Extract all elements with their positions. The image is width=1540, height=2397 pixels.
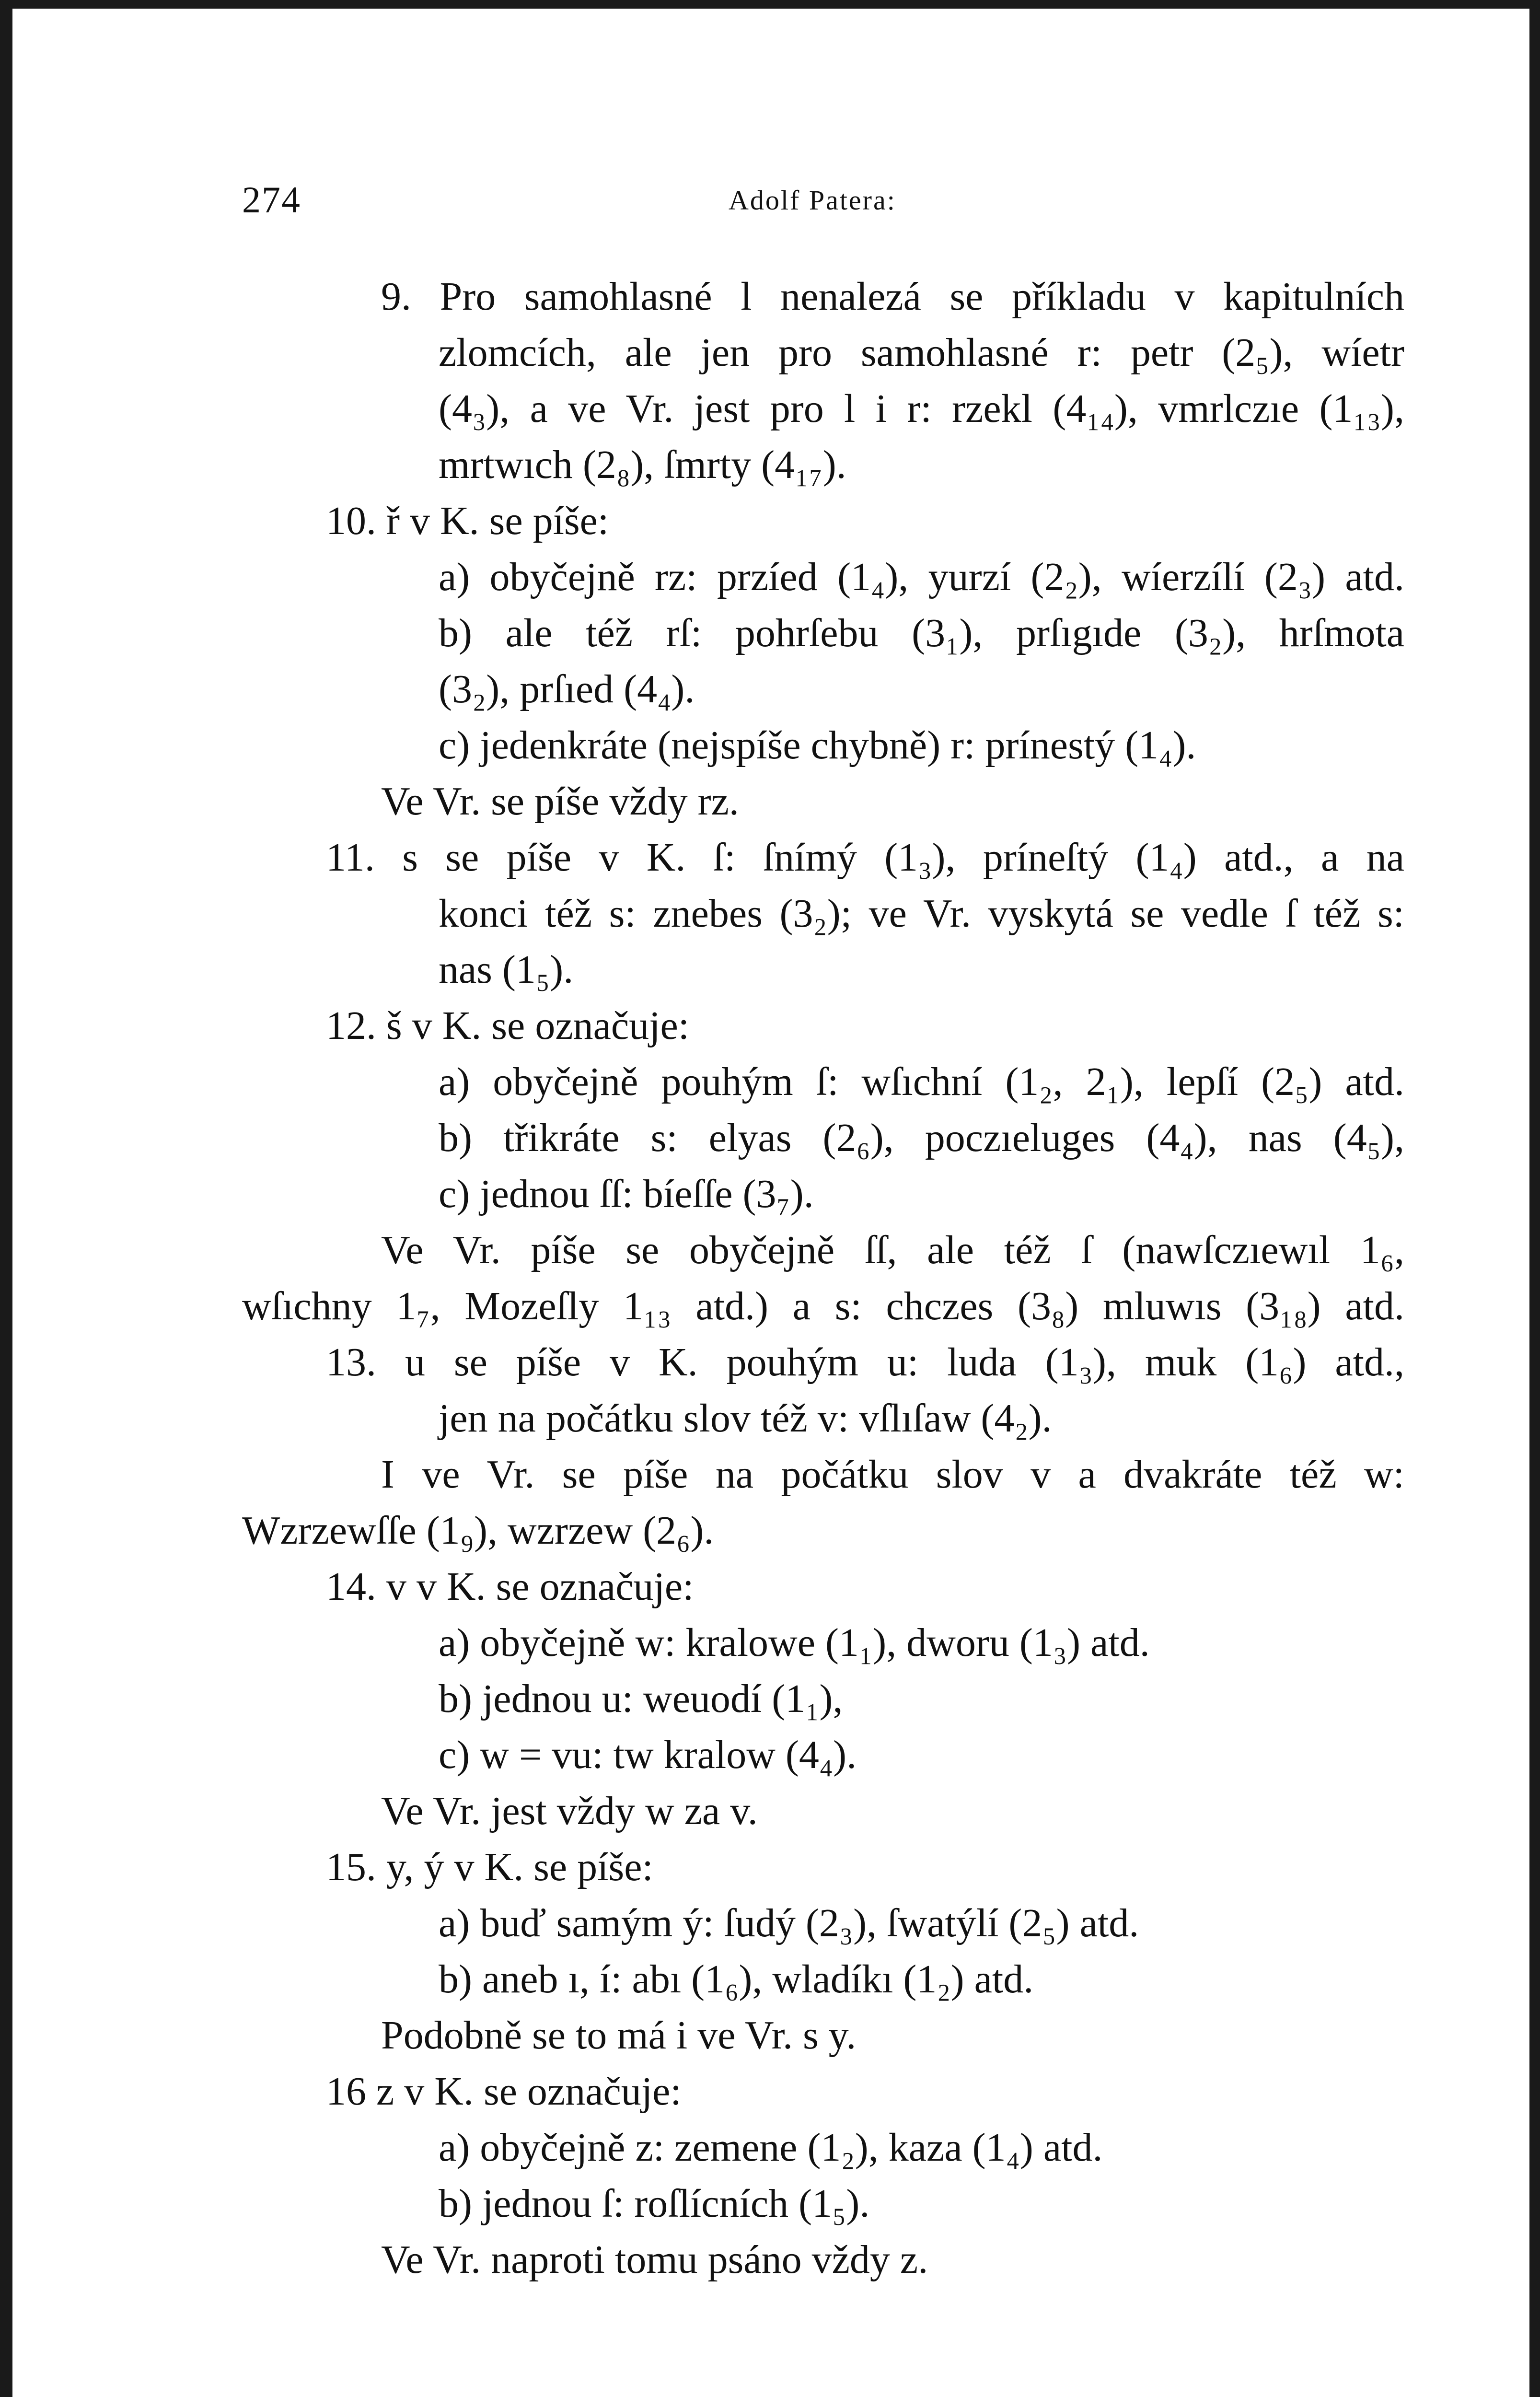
- text-line: 15. y, ý v K. se píše:: [326, 1845, 653, 1889]
- text-line: I ve Vr. se píše na počátku slov v a dvakráte též w:: [381, 1452, 1404, 1497]
- text-line: b) ale též rſ: pohrſebu (3₁), prſıgıde (3₂), hrſmota: [439, 611, 1404, 655]
- text-line: Ve Vr. se píše vždy rz.: [381, 779, 739, 824]
- text-line: c) jedenkráte (nejspíše chybně) r: prínestý (1₄).: [439, 723, 1196, 768]
- body-text: [242, 268, 1404, 2288]
- text-line: a) buď samým ý: ſudý (2₃), ſwatýlí (2₅) atd.: [439, 1901, 1139, 1945]
- text-line: b) aneb ı, í: abı (1₆), wladíkı (1₂) atd.: [439, 1957, 1034, 2001]
- text-line: Wzrzewſſe (1₉), wzrzew (2₆).: [242, 1508, 714, 1553]
- text-line: 10. ř v K. se píše:: [326, 499, 609, 543]
- text-line: a) obyčejně pouhým ſ: wſıchní (1₂, 2₁), lepſí (2₅) atd.: [439, 1059, 1404, 1104]
- text-line: Ve Vr. jest vždy w za v.: [381, 1789, 758, 1833]
- text-line: 14. v v K. se označuje:: [326, 1564, 694, 1609]
- text-line: 11. s se píše v K. ſ: ſnímý (1₃), príneſtý (1₄) atd., a na: [326, 835, 1404, 880]
- text-line: a) obyčejně z: zemene (1₂), kaza (1₄) atd.: [439, 2125, 1103, 2170]
- text-line: 12. š v K. se označuje:: [326, 1003, 690, 1048]
- text-line: nas (1₅).: [439, 947, 574, 992]
- running-head: [242, 178, 1392, 231]
- scan-border-top: [0, 0, 1540, 9]
- text-line: wſıchny 1₇, Mozeſly 1₁₃ atd.) a s: chczes (3₈) mluwıs (3₁₈) atd.: [242, 1284, 1404, 1328]
- scan-border-right: [1529, 0, 1540, 2397]
- text-line: b) jednou ſ: roſlícních (1₅).: [439, 2181, 870, 2226]
- text-line: konci též s: znebes (3₂); ve Vr. vyskytá se vedle ſ též s:: [439, 891, 1404, 936]
- text-line: a) obyčejně w: kralowe (1₁), dworu (1₃) atd.: [439, 1620, 1150, 1665]
- text-line: Podobně se to má i ve Vr. s y.: [381, 2013, 857, 2058]
- text-line: 13. u se píše v K. pouhým u: luda (1₃), muk (1₆) atd.,: [326, 1340, 1404, 1385]
- text-line: Ve Vr. naproti tomu psáno vždy z.: [381, 2237, 928, 2282]
- text-line: mrtwıch (2₈), ſmrty (4₁₇).: [439, 442, 846, 487]
- text-line: (3₂), prſıed (4₄).: [439, 667, 695, 711]
- text-line: (4₃), a ve Vr. jest pro l i r: rzekl (4₁₄), vmrlczıe (1₁₃),: [439, 386, 1404, 431]
- text-line: zlomcích, ale jen pro samohlasné r: petr (2₅), wíetr: [439, 330, 1404, 375]
- text-line: a) obyčejně rz: przíed (1₄), yurzí (2₂), wíerzílí (2₃) atd.: [439, 555, 1404, 599]
- text-line: jen na počátku slov též v: vſlıſaw (4₂).: [439, 1396, 1052, 1441]
- text-line: 16 z v K. se označuje:: [326, 2069, 682, 2114]
- page-number: 274: [242, 179, 301, 221]
- text-line: c) w = vu: tw kralow (4₄).: [439, 1733, 857, 1777]
- text-line: 9. Pro samohlasné l nenalezá se příkladu v kapitulních: [381, 274, 1404, 319]
- text-line: c) jednou ſſ: bíeſſe (3₇).: [439, 1172, 814, 1216]
- text-line: b) jednou u: weuodí (1₁),: [439, 1676, 843, 1721]
- text-line: b) třikráte s: elyas (2₆), poczıeluges (4₄), nas (4₅),: [439, 1116, 1404, 1160]
- running-title: Adolf Patera:: [729, 185, 896, 216]
- scan-border-left: [0, 0, 12, 2397]
- text-line: Ve Vr. píše se obyčejně ſſ, ale též ſ (nawſczıewıl 1₆,: [381, 1228, 1404, 1272]
